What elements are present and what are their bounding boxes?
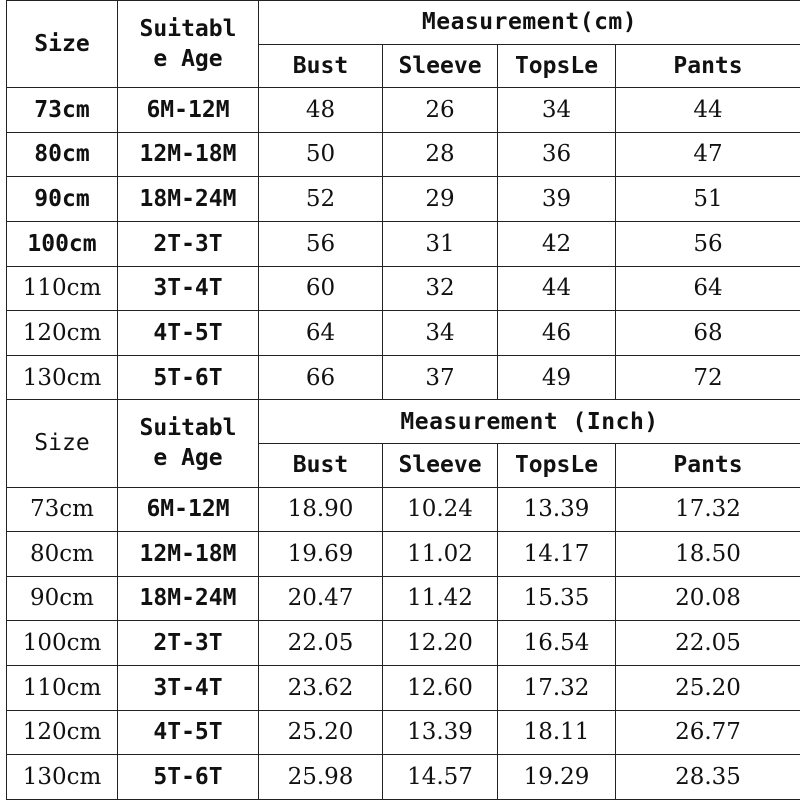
sleeve-cell: 14.57 — [383, 755, 498, 800]
tops-length-cell: 36 — [498, 132, 616, 177]
bust-header: Bust — [259, 444, 383, 487]
age-cell: 3T-4T — [118, 266, 259, 311]
size-table — [6, 0, 800, 800]
pants-cell: 68 — [616, 311, 800, 356]
size-cell: 73cm — [7, 487, 118, 532]
size-cell: 100cm — [7, 221, 118, 266]
bust-cell: 48 — [259, 88, 383, 133]
tops-length-cell: 44 — [498, 266, 616, 311]
age-cell: 3T-4T — [118, 666, 259, 711]
age-cell: 5T-6T — [118, 755, 259, 800]
sleeve-cell: 12.60 — [383, 666, 498, 711]
pants-cell: 72 — [616, 355, 800, 400]
size-cell: 80cm — [7, 532, 118, 577]
size-cell: 120cm — [7, 311, 118, 356]
age-cell: 6M-12M — [118, 88, 259, 133]
sleeve-cell: 13.39 — [383, 710, 498, 755]
age-header — [118, 1, 259, 88]
age-header — [118, 400, 259, 487]
size-cell: 90cm — [7, 576, 118, 621]
bust-cell: 20.47 — [259, 576, 383, 621]
sleeve-cell: 31 — [383, 221, 498, 266]
size-cell: 120cm — [7, 710, 118, 755]
table-row — [7, 311, 800, 356]
bust-cell: 19.69 — [259, 532, 383, 577]
sleeve-cell: 11.42 — [383, 576, 498, 621]
pants-cell: 18.50 — [616, 532, 800, 577]
sleeve-cell: 11.02 — [383, 532, 498, 577]
age-cell: 5T-6T — [118, 355, 259, 400]
table-row — [7, 666, 800, 711]
sleeve-cell: 32 — [383, 266, 498, 311]
table-row — [7, 355, 800, 400]
bust-cell: 25.98 — [259, 755, 383, 800]
sleeve-cell: 37 — [383, 355, 498, 400]
pants-cell: 26.77 — [616, 710, 800, 755]
tops-length-cell: 19.29 — [498, 755, 616, 800]
sleeve-cell: 28 — [383, 132, 498, 177]
tops-length-cell: 14.17 — [498, 532, 616, 577]
age-cell: 18M-24M — [118, 177, 259, 222]
age-cell: 4T-5T — [118, 710, 259, 755]
table-row — [7, 177, 800, 222]
sleeve-cell: 12.20 — [383, 621, 498, 666]
tops-length-cell: 34 — [498, 88, 616, 133]
pants-cell: 25.20 — [616, 666, 800, 711]
sleeve-header: Sleeve — [383, 444, 498, 487]
measurement-group-header: Measurement(cm) — [259, 1, 800, 45]
table-row — [7, 88, 800, 133]
pants-cell: 22.05 — [616, 621, 800, 666]
sleeve-header: Sleeve — [383, 45, 498, 88]
size-header: Size — [7, 1, 118, 88]
age-header-line-2: e Age — [153, 445, 223, 472]
header-row — [7, 400, 800, 444]
table-row — [7, 710, 800, 755]
age-header-line-2: e Age — [153, 46, 223, 73]
size-cell: 73cm — [7, 88, 118, 133]
bust-cell: 25.20 — [259, 710, 383, 755]
size-header: Size — [7, 400, 118, 487]
tops-length-cell: 13.39 — [498, 487, 616, 532]
age-cell: 2T-3T — [118, 221, 259, 266]
tops-length-cell: 16.54 — [498, 621, 616, 666]
measurement-group-header: Measurement (Inch) — [259, 400, 800, 444]
table-row — [7, 621, 800, 666]
pants-cell: 51 — [616, 177, 800, 222]
pants-cell: 56 — [616, 221, 800, 266]
table-row — [7, 487, 800, 532]
size-cell: 130cm — [7, 755, 118, 800]
table-row — [7, 576, 800, 621]
bust-cell: 66 — [259, 355, 383, 400]
tops-length-cell: 39 — [498, 177, 616, 222]
size-cell: 90cm — [7, 177, 118, 222]
sleeve-cell: 26 — [383, 88, 498, 133]
table-row — [7, 755, 800, 800]
tops-length-header: TopsLe — [498, 45, 616, 88]
sleeve-cell: 34 — [383, 311, 498, 356]
header-row — [7, 1, 800, 45]
age-cell: 6M-12M — [118, 487, 259, 532]
pants-cell: 47 — [616, 132, 800, 177]
tops-length-header: TopsLe — [498, 444, 616, 487]
pants-cell: 20.08 — [616, 576, 800, 621]
pants-cell: 28.35 — [616, 755, 800, 800]
sleeve-cell: 29 — [383, 177, 498, 222]
pants-header: Pants — [616, 45, 800, 88]
bust-cell: 22.05 — [259, 621, 383, 666]
age-cell: 18M-24M — [118, 576, 259, 621]
bust-header: Bust — [259, 45, 383, 88]
sleeve-cell: 10.24 — [383, 487, 498, 532]
pants-header: Pants — [616, 444, 800, 487]
bust-cell: 60 — [259, 266, 383, 311]
bust-cell: 52 — [259, 177, 383, 222]
size-cell: 80cm — [7, 132, 118, 177]
table-row — [7, 132, 800, 177]
tops-length-cell: 46 — [498, 311, 616, 356]
size-cell: 100cm — [7, 621, 118, 666]
bust-cell: 50 — [259, 132, 383, 177]
age-header-line-1: Suitabl — [139, 415, 237, 442]
size-cell: 110cm — [7, 666, 118, 711]
bust-cell: 18.90 — [259, 487, 383, 532]
age-cell: 12M-18M — [118, 532, 259, 577]
pants-cell: 17.32 — [616, 487, 800, 532]
age-cell: 2T-3T — [118, 621, 259, 666]
pants-cell: 44 — [616, 88, 800, 133]
tops-length-cell: 18.11 — [498, 710, 616, 755]
tops-length-cell: 15.35 — [498, 576, 616, 621]
tops-length-cell: 17.32 — [498, 666, 616, 711]
size-cell: 130cm — [7, 355, 118, 400]
age-cell: 12M-18M — [118, 132, 259, 177]
tops-length-cell: 49 — [498, 355, 616, 400]
size-cell: 110cm — [7, 266, 118, 311]
bust-cell: 56 — [259, 221, 383, 266]
table-row — [7, 266, 800, 311]
bust-cell: 64 — [259, 311, 383, 356]
table-row — [7, 532, 800, 577]
bust-cell: 23.62 — [259, 666, 383, 711]
tops-length-cell: 42 — [498, 221, 616, 266]
age-header-line-1: Suitabl — [139, 15, 237, 42]
age-cell: 4T-5T — [118, 311, 259, 356]
table-row — [7, 221, 800, 266]
pants-cell: 64 — [616, 266, 800, 311]
